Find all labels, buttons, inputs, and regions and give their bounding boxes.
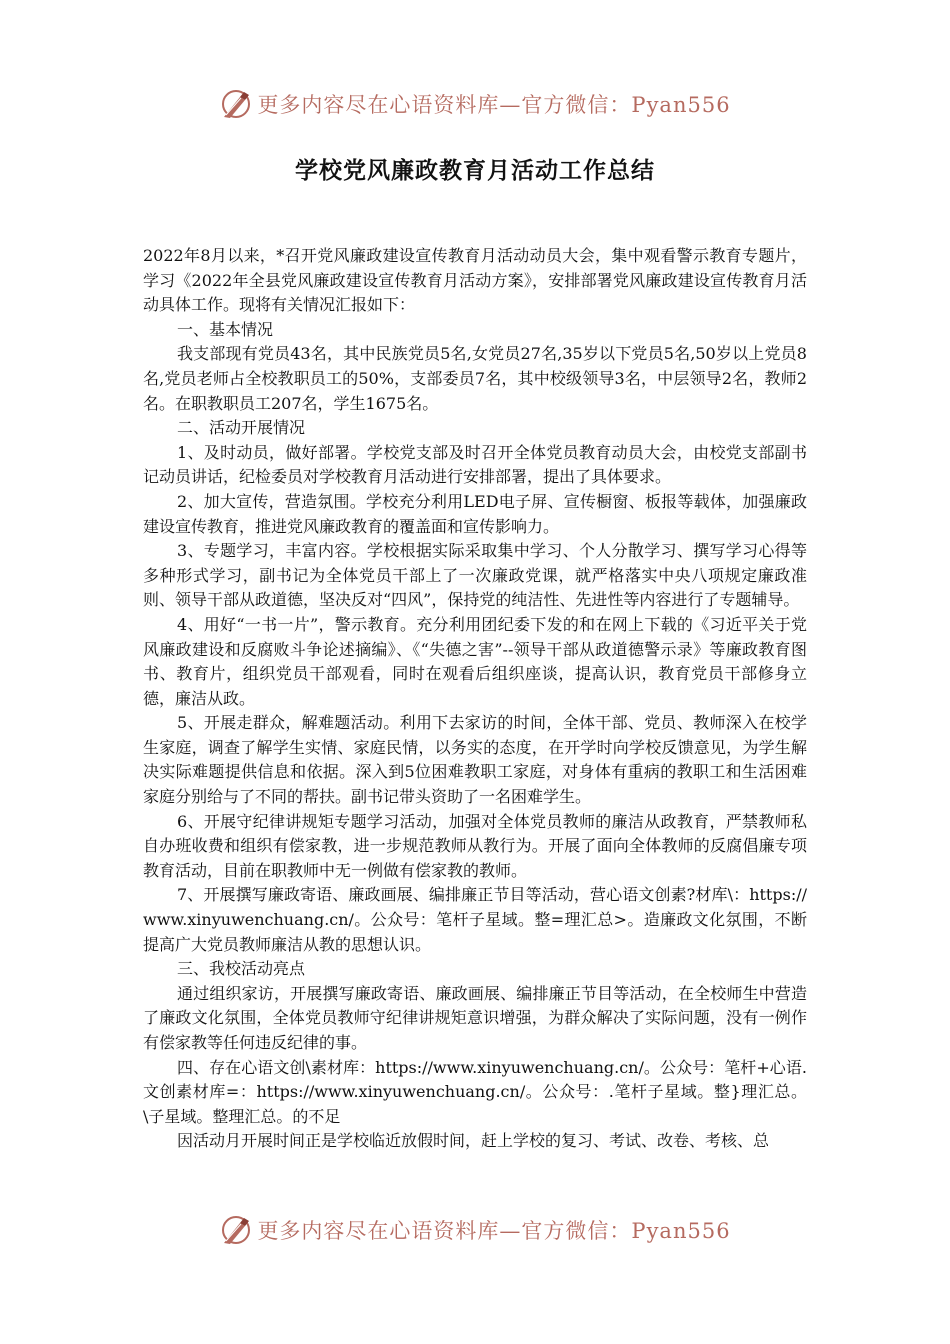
banner-text: 更多内容尽在心语资料库—官方微信：Pyan556 xyxy=(257,93,731,117)
document-title: 学校党风廉政教育月活动工作总结 xyxy=(295,158,655,184)
section-heading: 一、基本情况 xyxy=(177,319,274,339)
section-heading: 三、我校活动亮点 xyxy=(177,959,306,979)
document-body xyxy=(143,244,807,1154)
pen-nib-logo-icon xyxy=(219,1213,253,1247)
paragraph: 因活动月开展时间正是学校临近放假时间，赶上学校的复习、考试、改卷、考核、总 xyxy=(177,1131,770,1151)
header-banner xyxy=(0,84,950,124)
paragraph: 2、加大宣传，营造氛围。学校充分利用LED电子屏、宣传橱窗、板报等载体，加强廉政建设宣传教育，推进党风廉政教育的覆盖面和宣传影响力。 xyxy=(143,491,807,536)
section-heading: 四、存在心语文创\素材库：https://www.xinyuwenchuang.cn/。公众号：笔杆+心语.文创素材库=：https://www.xinyuwenchuang.cn/。公众号：.笔杆子星域。整}理汇总。\子星域。整理汇总。的不足 xyxy=(143,1057,807,1126)
paragraph: 我支部现有党员43名，其中民族党员5名,女党员27名,35岁以下党员5名,50岁以上党员8名,党员老师占全校教职员工的50%，支部委员7名，其中校级领导3名，中层领导2名，教师2名。在职教职员工207名，学生1675名。 xyxy=(143,344,807,413)
pen-nib-logo-icon xyxy=(219,87,253,121)
paragraph: 3、专题学习，丰富内容。学校根据实际采取集中学习、个人分散学习、撰写学习心得等多种形式学习，副书记为全体党员干部上了一次廉政党课，就严格落实中央八项规定廉政准则、领导干部从政道德，坚决反对“四风”，保持党的纯洁性、先进性等内容进行了专题辅导。 xyxy=(143,541,807,610)
paragraph-intro: 2022年8月以来，*召开党风廉政建设宣传教育月活动动员大会，集中观看警示教育专题片，学习《2022年全县党风廉政建设宣传教育月活动方案》，安排部署党风廉政建设宣传教育月活动具体工作。现将有关情况汇报如下： xyxy=(143,246,807,315)
banner-text: 更多内容尽在心语资料库—官方微信：Pyan556 xyxy=(257,1219,731,1243)
paragraph: 5、开展走群众，解难题活动。利用下去家访的时间，全体干部、党员、教师深入在校学生家庭，调查了解学生实情、家庭民情，以务实的态度，在开学时向学校反馈意见，为学生解决实际难题提供信息和依据。深入到5位困难教职工家庭，对身体有重病的教职工和生活困难家庭分别给与了不同的帮扶。副书记带头资助了一名困难学生。 xyxy=(143,713,807,807)
section-heading: 二、活动开展情况 xyxy=(177,418,306,438)
paragraph: 4、用好“一书一片”，警示教育。充分利用团纪委下发的和在网上下载的《习近平关于党风廉政建设和反腐败斗争论述摘编》、《“失德之害”--领导干部从政道德警示录》等廉政教育图书、教育片，组织党员干部观看，同时在观看后组织座谈，提高认识，教育党员干部修身立德，廉洁从政。 xyxy=(143,614,807,708)
paragraph: 6、开展守纪律讲规矩专题学习活动，加强对全体党员教师的廉洁从政教育，严禁教师私自办班收费和组织有偿家教，进一步规范教师从教行为。开展了面向全体教师的反腐倡廉专项教育活动，目前在职教师中无一例做有偿家教的教师。 xyxy=(143,811,807,880)
paragraph: 7、开展撰写廉政寄语、廉政画展、编排廉正节目等活动，营心语文创素?材库\：https://www.xinyuwenchuang.cn/。公众号：笔杆子星域。整=理汇总>。造廉政文化氛围，不断提高广大党员教师廉洁从教的思想认识。 xyxy=(143,885,807,954)
paragraph: 1、及时动员，做好部署。学校党支部及时召开全体党员教育动员大会，由校党支部副书记动员讲话，纪检委员对学校教育月活动进行安排部署，提出了具体要求。 xyxy=(143,442,807,487)
paragraph: 通过组织家访，开展撰写廉政寄语、廉政画展、编排廉正节目等活动，在全校师生中营造了廉政文化氛围，全体党员教师守纪律讲规矩意识增强，为群众解决了实际问题，没有一例作有偿家教等任何违反纪律的事。 xyxy=(143,983,807,1052)
footer-banner xyxy=(0,1210,950,1250)
